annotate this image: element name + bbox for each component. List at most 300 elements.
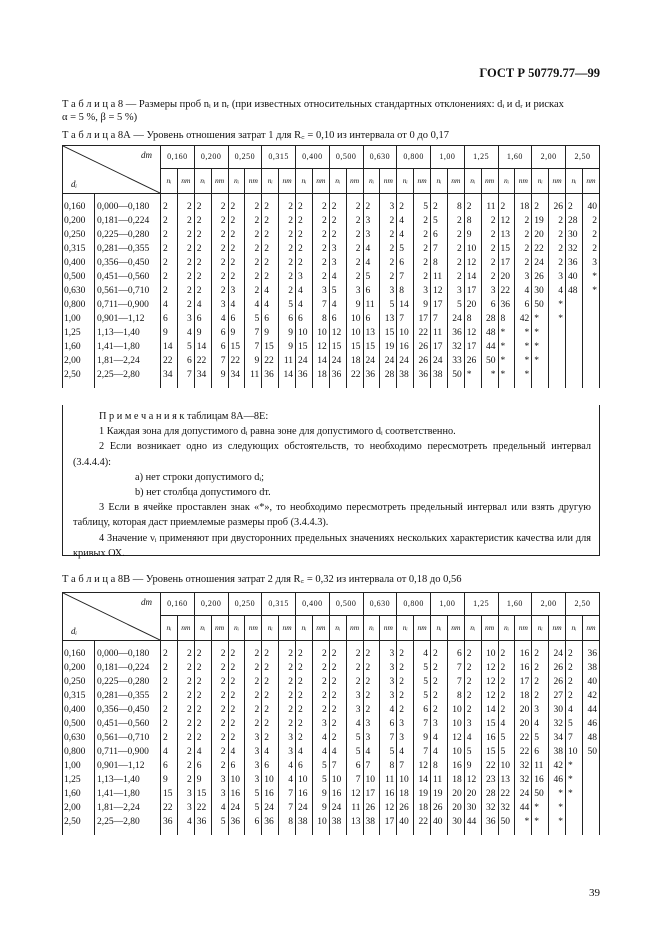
cell-ni: 2 bbox=[397, 675, 414, 689]
cell-nt: 3 bbox=[447, 284, 464, 298]
cell-nt: 7 bbox=[211, 354, 228, 368]
cell-nt: 6 bbox=[346, 759, 363, 773]
row-interval: 2,25—2,80 bbox=[95, 815, 161, 829]
cell-nt: 2 bbox=[279, 661, 296, 675]
header-row-dt bbox=[63, 146, 600, 169]
cell-nt: 2 bbox=[245, 270, 262, 284]
cell-nt: * bbox=[515, 326, 532, 340]
cell-nt: * bbox=[481, 368, 498, 382]
cell-nt: 2 bbox=[211, 717, 228, 731]
cell-nt: 2 bbox=[177, 773, 194, 787]
cell-nt: 5 bbox=[414, 661, 431, 675]
cell-ni: 6 bbox=[431, 228, 448, 242]
cell-ni: * bbox=[532, 801, 549, 815]
cell-ni: 11 bbox=[532, 759, 549, 773]
subheader-ni: nᵢ bbox=[194, 169, 211, 194]
cell-ni: 24 bbox=[296, 354, 313, 368]
cell-ni: 44 bbox=[464, 815, 481, 829]
cell-nt: 2 bbox=[549, 214, 566, 228]
cell-ni: 32 bbox=[498, 801, 515, 815]
cell-nt: 36 bbox=[582, 647, 599, 661]
cell-ni: 28 bbox=[566, 214, 583, 228]
cell-ni: 2 bbox=[397, 200, 414, 214]
cell-ni: 22 bbox=[161, 801, 178, 815]
row-di-value: 1,60 bbox=[63, 340, 95, 354]
row-interval: 0,281—0,355 bbox=[95, 689, 161, 703]
cell-nt: 3 bbox=[515, 270, 532, 284]
cell-ni: 2 bbox=[161, 731, 178, 745]
cell-ni: 16 bbox=[397, 340, 414, 354]
cell-ni: 9 bbox=[161, 773, 178, 787]
cell-ni: 11 bbox=[363, 298, 380, 312]
cell-ni: 4 bbox=[431, 731, 448, 745]
cell-nt: 7 bbox=[312, 298, 329, 312]
row-interval: 0,451—0,560 bbox=[95, 270, 161, 284]
cell-nt bbox=[549, 354, 566, 368]
cell-ni: 2 bbox=[296, 703, 313, 717]
subheader-nt: nт bbox=[447, 169, 464, 194]
cell-ni: 2 bbox=[262, 647, 279, 661]
cell-nt: 3 bbox=[380, 284, 397, 298]
cell-ni: 2 bbox=[228, 228, 245, 242]
cell-nt: 18 bbox=[447, 773, 464, 787]
cell-nt: 5 bbox=[245, 787, 262, 801]
cell-ni: 2 bbox=[262, 200, 279, 214]
table-row bbox=[63, 731, 600, 745]
cell-ni: 9 bbox=[194, 326, 211, 340]
cell-ni: 12 bbox=[464, 256, 481, 270]
cell-nt: 8 bbox=[279, 815, 296, 829]
cell-ni: 50 bbox=[498, 815, 515, 829]
subheader-nt: nт bbox=[414, 616, 431, 641]
cell-nt: 26 bbox=[549, 661, 566, 675]
cell-ni: 3 bbox=[363, 214, 380, 228]
cell-nt: 5 bbox=[177, 340, 194, 354]
row-interval: 1,81—2,24 bbox=[95, 354, 161, 368]
subheader-ni: nᵢ bbox=[397, 616, 414, 641]
column-header-dt: 0,315 bbox=[262, 593, 296, 616]
cell-ni: 2 bbox=[532, 661, 549, 675]
cell-nt: 2 bbox=[312, 228, 329, 242]
cell-ni: 16 bbox=[228, 787, 245, 801]
cell-ni: 4 bbox=[566, 703, 583, 717]
cell-nt: 22 bbox=[414, 815, 431, 829]
cell-ni: 36 bbox=[363, 368, 380, 382]
table-8-caption-line1: Т а б л и ц а 8 — Размеры проб nᵢ и nᵣ (при известных относительных стандартных отклонениях: dᵢ и dᵣ и рисках bbox=[62, 99, 564, 110]
cell-ni bbox=[566, 340, 583, 354]
cell-ni: 2 bbox=[262, 270, 279, 284]
cell-ni: 24 bbox=[363, 354, 380, 368]
cell-ni: 34 bbox=[228, 368, 245, 382]
cell-ni bbox=[566, 815, 583, 829]
cell-ni: 12 bbox=[464, 326, 481, 340]
cell-nt: 5 bbox=[380, 298, 397, 312]
table-row bbox=[63, 745, 600, 759]
cell-ni: 36 bbox=[566, 256, 583, 270]
cell-ni: 2 bbox=[161, 242, 178, 256]
cell-ni: 4 bbox=[498, 717, 515, 731]
cell-ni: 13 bbox=[498, 773, 515, 787]
subheader-nt: nт bbox=[211, 169, 228, 194]
cell-ni: 2 bbox=[296, 214, 313, 228]
cell-ni: 2 bbox=[161, 689, 178, 703]
cell-nt: 8 bbox=[380, 759, 397, 773]
cell-ni: 4 bbox=[329, 298, 346, 312]
cell-nt: 20 bbox=[447, 787, 464, 801]
table-8-caption-line2: α = 5 %, β = 5 %) bbox=[62, 112, 138, 123]
cell-ni: 2 bbox=[296, 675, 313, 689]
cell-ni: 2 bbox=[228, 661, 245, 675]
row-di-value: 0,250 bbox=[63, 228, 95, 242]
cell-ni: 2 bbox=[532, 647, 549, 661]
dt-axis-label: dт bbox=[141, 150, 152, 160]
column-header-dt: 0,400 bbox=[296, 146, 330, 169]
row-di-value: 0,500 bbox=[63, 717, 95, 731]
cell-nt: 42 bbox=[549, 759, 566, 773]
cell-ni: 2 bbox=[464, 703, 481, 717]
cell-ni: 34 bbox=[194, 368, 211, 382]
cell-nt: 2 bbox=[312, 703, 329, 717]
subheader-nt: nт bbox=[380, 169, 397, 194]
note-1: 1 Каждая зона для допустимого dᵢ равна зоне для допустимого dᵢ соответственно. bbox=[99, 426, 456, 438]
cell-ni: 40 bbox=[566, 270, 583, 284]
cell-nt: 46 bbox=[582, 717, 599, 731]
cell-nt: 2 bbox=[481, 256, 498, 270]
cell-ni: 6 bbox=[262, 312, 279, 326]
column-header-dt: 2,50 bbox=[566, 593, 600, 616]
cell-ni: 10 bbox=[296, 326, 313, 340]
cell-ni: 10 bbox=[397, 326, 414, 340]
cell-ni: 2 bbox=[262, 661, 279, 675]
cell-ni: 9 bbox=[194, 773, 211, 787]
cell-nt: 8 bbox=[312, 312, 329, 326]
cell-ni: 36 bbox=[161, 815, 178, 829]
cell-nt: 2 bbox=[211, 242, 228, 256]
cell-nt: 2 bbox=[312, 689, 329, 703]
cell-ni: 13 bbox=[498, 228, 515, 242]
cell-ni: 22 bbox=[498, 284, 515, 298]
cell-nt: 36 bbox=[481, 815, 498, 829]
cell-ni: 4 bbox=[363, 256, 380, 270]
cell-ni: 5 bbox=[498, 731, 515, 745]
cell-nt: 11 bbox=[481, 200, 498, 214]
cell-nt: 2 bbox=[447, 228, 464, 242]
cell-ni: 4 bbox=[397, 228, 414, 242]
cell-nt: 2 bbox=[279, 717, 296, 731]
cell-nt: 20 bbox=[447, 801, 464, 815]
cell-nt: 2 bbox=[414, 242, 431, 256]
column-header-dt: 1,25 bbox=[464, 146, 498, 169]
cell-nt: 3 bbox=[211, 298, 228, 312]
subheader-ni: nᵢ bbox=[397, 169, 414, 194]
cell-ni: 2 bbox=[194, 270, 211, 284]
cell-nt: 4 bbox=[177, 326, 194, 340]
cell-ni: 2 bbox=[194, 256, 211, 270]
cell-nt: 38 bbox=[549, 745, 566, 759]
cell-nt: 18 bbox=[515, 200, 532, 214]
subheader-ni: nᵢ bbox=[566, 616, 583, 641]
cell-ni: 2 bbox=[363, 200, 380, 214]
table-row bbox=[63, 326, 600, 340]
row-interval: 0,281—0,355 bbox=[95, 242, 161, 256]
cell-ni: 2 bbox=[296, 731, 313, 745]
cell-nt: 2 bbox=[177, 745, 194, 759]
cell-ni: 17 bbox=[498, 256, 515, 270]
cell-nt bbox=[582, 298, 599, 312]
cell-nt: 10 bbox=[447, 745, 464, 759]
cell-ni: 8 bbox=[397, 284, 414, 298]
table-row bbox=[63, 298, 600, 312]
cell-nt: 22 bbox=[481, 759, 498, 773]
cell-ni: 9 bbox=[161, 326, 178, 340]
cell-nt: 9 bbox=[279, 326, 296, 340]
subheader-nt: nт bbox=[245, 169, 262, 194]
cell-ni: 2 bbox=[228, 731, 245, 745]
cell-ni: 2 bbox=[329, 200, 346, 214]
cell-nt: 22 bbox=[346, 368, 363, 382]
cell-nt: 2 bbox=[211, 214, 228, 228]
subheader-ni: nᵢ bbox=[161, 169, 178, 194]
cell-ni: 6 bbox=[363, 284, 380, 298]
subheader-ni: nᵢ bbox=[161, 616, 178, 641]
cell-nt: 2 bbox=[211, 745, 228, 759]
cell-nt: 3 bbox=[549, 270, 566, 284]
cell-nt: 4 bbox=[279, 773, 296, 787]
cell-nt: 2 bbox=[177, 731, 194, 745]
subheader-ni: nᵢ bbox=[431, 169, 448, 194]
cell-nt: 2 bbox=[515, 256, 532, 270]
cell-ni: 16 bbox=[262, 787, 279, 801]
cell-ni: 2 bbox=[363, 647, 380, 661]
cell-nt: 28 bbox=[380, 368, 397, 382]
page-number: 39 bbox=[589, 887, 600, 899]
cell-ni: 6 bbox=[262, 759, 279, 773]
cell-ni: 2 bbox=[262, 675, 279, 689]
cell-ni: 15 bbox=[329, 340, 346, 354]
cell-nt: 2 bbox=[279, 270, 296, 284]
cell-nt: 2 bbox=[211, 731, 228, 745]
column-header-dt: 0,200 bbox=[194, 146, 228, 169]
cell-ni: 14 bbox=[464, 270, 481, 284]
cell-ni: 36 bbox=[228, 815, 245, 829]
cell-ni: 2 bbox=[329, 647, 346, 661]
cell-ni: 36 bbox=[296, 368, 313, 382]
cell-nt: 2 bbox=[211, 661, 228, 675]
subheader-ni: nᵢ bbox=[262, 616, 279, 641]
cell-nt: 7 bbox=[279, 801, 296, 815]
cell-nt: 2 bbox=[582, 242, 599, 256]
cell-nt: 2 bbox=[582, 214, 599, 228]
cell-nt: 24 bbox=[549, 647, 566, 661]
table-row bbox=[63, 661, 600, 675]
table-row bbox=[63, 256, 600, 270]
cell-nt: 2 bbox=[414, 214, 431, 228]
cell-ni: * bbox=[566, 759, 583, 773]
cell-ni: * bbox=[566, 787, 583, 801]
row-di-value: 0,630 bbox=[63, 731, 95, 745]
subheader-nt: nт bbox=[515, 616, 532, 641]
table-row bbox=[63, 312, 600, 326]
cell-ni: 15 bbox=[194, 787, 211, 801]
cell-ni: 4 bbox=[296, 745, 313, 759]
table-8b-caption: Т а б л и ц а 8В — Уровень отношения затрат 2 для R꜀ = 0,32 из интервала от 0,18 до 0,56 bbox=[62, 574, 462, 585]
row-interval: 0,711—0,900 bbox=[95, 298, 161, 312]
cell-nt: 2 bbox=[211, 759, 228, 773]
cell-ni: 19 bbox=[431, 787, 448, 801]
cell-ni: 7 bbox=[329, 759, 346, 773]
cell-nt: 22 bbox=[515, 731, 532, 745]
cell-ni: 2 bbox=[228, 242, 245, 256]
cell-nt: 26 bbox=[414, 340, 431, 354]
cell-nt: 5 bbox=[414, 689, 431, 703]
cell-nt bbox=[582, 759, 599, 773]
cell-ni: 2 bbox=[161, 256, 178, 270]
cell-ni: 2 bbox=[296, 242, 313, 256]
cell-nt: 2 bbox=[515, 214, 532, 228]
cell-nt: 3 bbox=[245, 745, 262, 759]
cell-ni: 3 bbox=[397, 731, 414, 745]
table-row bbox=[63, 759, 600, 773]
cell-ni: 4 bbox=[363, 745, 380, 759]
row-di-value: 2,00 bbox=[63, 354, 95, 368]
row-interval: 0,356—0,450 bbox=[95, 703, 161, 717]
cell-ni: 38 bbox=[397, 368, 414, 382]
cell-ni: 4 bbox=[329, 270, 346, 284]
cell-nt: 2 bbox=[346, 228, 363, 242]
table-row bbox=[63, 214, 600, 228]
cell-nt: 2 bbox=[177, 200, 194, 214]
cell-ni: 36 bbox=[262, 368, 279, 382]
table-8a bbox=[62, 145, 600, 388]
cell-nt: 23 bbox=[481, 773, 498, 787]
cell-ni: 3 bbox=[397, 717, 414, 731]
cell-nt: 24 bbox=[447, 312, 464, 326]
column-header-dt: 0,400 bbox=[296, 593, 330, 616]
cell-ni: 2 bbox=[194, 228, 211, 242]
cell-ni: 3 bbox=[329, 256, 346, 270]
cell-ni: 16 bbox=[329, 787, 346, 801]
cell-ni: 2 bbox=[296, 717, 313, 731]
cell-ni: 6 bbox=[397, 256, 414, 270]
row-di-value: 2,50 bbox=[63, 368, 95, 382]
cell-ni: 5 bbox=[566, 717, 583, 731]
cell-ni: * bbox=[498, 354, 515, 368]
cell-nt: 16 bbox=[447, 759, 464, 773]
cell-ni: 2 bbox=[228, 675, 245, 689]
cell-ni: 6 bbox=[194, 312, 211, 326]
cell-ni: 15 bbox=[296, 340, 313, 354]
cell-nt: 20 bbox=[515, 703, 532, 717]
table-8b bbox=[62, 592, 600, 835]
cell-ni: 13 bbox=[363, 326, 380, 340]
cell-nt: 8 bbox=[447, 200, 464, 214]
cell-nt: 2 bbox=[245, 661, 262, 675]
cell-ni: 50 bbox=[532, 787, 549, 801]
cell-ni: 4 bbox=[228, 298, 245, 312]
row-di-value: 0,800 bbox=[63, 298, 95, 312]
row-di-value: 0,400 bbox=[63, 703, 95, 717]
cell-ni: 8 bbox=[431, 759, 448, 773]
cell-ni: 2 bbox=[363, 675, 380, 689]
table-row bbox=[63, 773, 600, 787]
cell-ni: 30 bbox=[532, 284, 549, 298]
cell-ni: 38 bbox=[329, 815, 346, 829]
cell-nt: * bbox=[549, 801, 566, 815]
cell-nt: 2 bbox=[177, 675, 194, 689]
table-row bbox=[63, 815, 600, 829]
cell-nt: 9 bbox=[279, 340, 296, 354]
cell-ni: 2 bbox=[161, 214, 178, 228]
cell-ni: 6 bbox=[296, 312, 313, 326]
subheader-ni: nᵢ bbox=[296, 169, 313, 194]
cell-nt: 3 bbox=[177, 801, 194, 815]
cell-nt: 2 bbox=[245, 214, 262, 228]
cell-nt: 18 bbox=[414, 801, 431, 815]
cell-ni: 6 bbox=[161, 759, 178, 773]
cell-nt: 3 bbox=[211, 787, 228, 801]
cell-nt: 7 bbox=[177, 368, 194, 382]
cell-ni: 2 bbox=[431, 689, 448, 703]
cell-nt: 3 bbox=[380, 675, 397, 689]
cell-nt: 2 bbox=[312, 661, 329, 675]
cell-nt: 5 bbox=[346, 731, 363, 745]
cell-ni: 14 bbox=[397, 298, 414, 312]
cell-ni: 36 bbox=[329, 368, 346, 382]
cell-ni: 2 bbox=[296, 661, 313, 675]
cell-ni: 3 bbox=[329, 242, 346, 256]
cell-nt: 5 bbox=[380, 745, 397, 759]
cell-ni: 15 bbox=[498, 242, 515, 256]
cell-nt: 9 bbox=[211, 368, 228, 382]
cell-ni: 6 bbox=[363, 312, 380, 326]
cell-ni: 3 bbox=[464, 717, 481, 731]
cell-nt: 7 bbox=[245, 340, 262, 354]
row-di-value: 0,200 bbox=[63, 214, 95, 228]
cell-nt: 2 bbox=[414, 228, 431, 242]
cell-ni: 22 bbox=[194, 801, 211, 815]
cell-nt: 2 bbox=[346, 675, 363, 689]
cell-ni: 48 bbox=[566, 284, 583, 298]
row-di-value: 0,315 bbox=[63, 242, 95, 256]
row-di-value: 0,630 bbox=[63, 284, 95, 298]
column-header-dt: 1,25 bbox=[464, 593, 498, 616]
cell-ni: 24 bbox=[228, 801, 245, 815]
cell-ni: 6 bbox=[161, 312, 178, 326]
cell-nt: 17 bbox=[515, 675, 532, 689]
note-2: 2 Если возникает одно из следующих обстоятельств, то необходимо пересмотреть предельный интервал (3.4.4.4): bbox=[73, 441, 591, 468]
cell-nt bbox=[549, 368, 566, 382]
cell-nt: 14 bbox=[312, 354, 329, 368]
cell-ni: 24 bbox=[329, 354, 346, 368]
cell-ni: 2 bbox=[194, 689, 211, 703]
cell-nt: 2 bbox=[279, 228, 296, 242]
cell-nt: 50 bbox=[481, 354, 498, 368]
row-di-value: 0,500 bbox=[63, 270, 95, 284]
cell-ni: 24 bbox=[296, 801, 313, 815]
cell-ni: 4 bbox=[161, 298, 178, 312]
cell-nt: 40 bbox=[582, 200, 599, 214]
cell-nt bbox=[582, 787, 599, 801]
cell-ni: 2 bbox=[296, 256, 313, 270]
cell-nt: 5 bbox=[414, 200, 431, 214]
cell-ni: 10 bbox=[464, 242, 481, 256]
cell-nt: 3 bbox=[312, 717, 329, 731]
cell-ni: 2 bbox=[431, 647, 448, 661]
cell-ni: 5 bbox=[532, 731, 549, 745]
cell-nt: 2 bbox=[414, 270, 431, 284]
cell-ni: 2 bbox=[262, 689, 279, 703]
cell-nt: 4 bbox=[515, 284, 532, 298]
